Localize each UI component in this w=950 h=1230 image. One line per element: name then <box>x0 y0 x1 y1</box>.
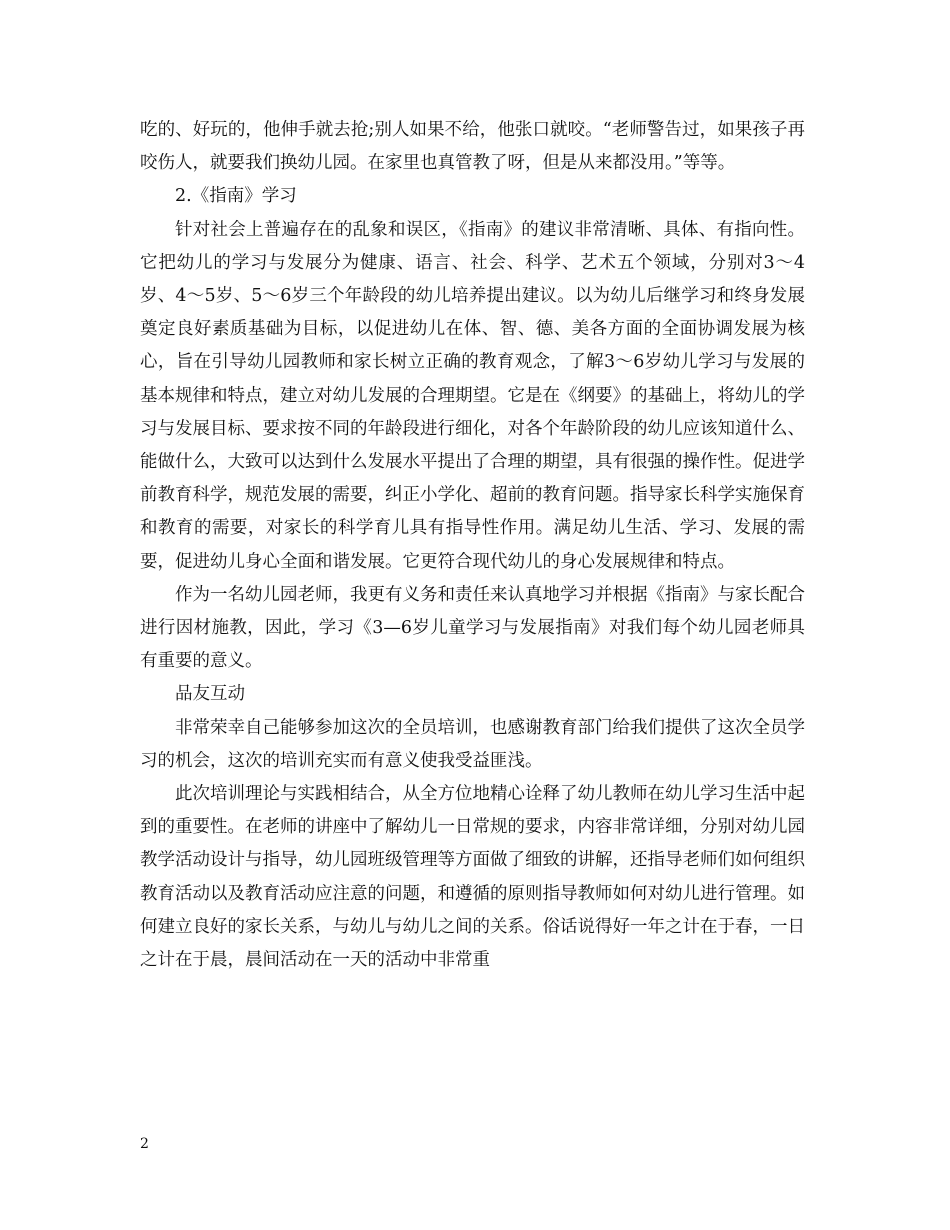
paragraph-6: 非常荣幸自己能够参加这次的全员培训，也感谢教育部门给我们提供了这次全员学习的机会，这次的培训充实而有意义使我受益匪浅。 <box>140 717 805 771</box>
section-heading: 2.《指南》学习 <box>175 186 297 207</box>
paragraph-7: 此次培训理论与实践相结合，从全方位地精心诠释了幼儿教师在幼儿学习生活中起到的重要性。在老师的讲座中了解幼儿一日常规的要求，内容非常详细，分别对幼儿园教学活动设计与指导，幼儿园班级管理等方面做了细致的讲解，还指导老师们如何组织教育活动以及教育活动应注意的问题，和遵循的原则指导教师如何对幼儿进行管理。如何建立良好的家长关系，与幼儿与幼儿之间的关系。俗话说得好一年之计在于春，一日之计在于晨，晨间活动在一天的活动中非常重 <box>140 784 805 971</box>
section-heading-2: 品友互动 <box>175 684 245 705</box>
paragraph-1: 吃的、好玩的，他伸手就去抢;别人如果不给，他张口就咬。“老师警告过，如果孩子再咬伤人，就要我们换幼儿园。在家里也真管教了呀，但是从来都没用。”等等。 <box>140 120 805 174</box>
page-number: 2 <box>140 1136 149 1152</box>
paragraph-3: 针对社会上普遍存在的乱象和误区，《指南》的建议非常清晰、具体、有指向性。它把幼儿的学习与发展分为健康、语言、社会、科学、艺术五个领域，分别对3～4岁、4～5岁、5～6岁三个年龄段的幼儿培养提出建议。以为幼儿后继学习和终身发展奠定良好素质基础为目标，以促进幼儿在体、智、德、美各方面的全面协调发展为核心，旨在引导幼儿园教师和家长树立正确的教育观念，了解3～6岁幼儿学习与发展的基本规律和特点，建立对幼儿发展的合理期望。它是在《纲要》的基础上，将幼儿的学习与发展目标、要求按不同的年龄段进行细化，对各个年龄阶段的幼儿应该知道什么、能做什么，大致可以达到什么发展水平提出了合理的期望，具有很强的操作性。促进学前教育科学，规范发展的需要，纠正小学化、超前的教育问题。指导家长科学实施保育和教育的需要，对家长的科学育儿具有指导性作用。满足幼儿生活、学习、发展的需要，促进幼儿身心全面和谐发展。它更符合现代幼儿的身心发展规律和特点。 <box>140 219 805 572</box>
document-body <box>140 114 805 977</box>
paragraph-4: 作为一名幼儿园老师，我更有义务和责任来认真地学习并根据《指南》与家长配合进行因材施教，因此，学习《3—6岁儿童学习与发展指南》对我们每个幼儿园老师具有重要的意义。 <box>140 584 805 672</box>
